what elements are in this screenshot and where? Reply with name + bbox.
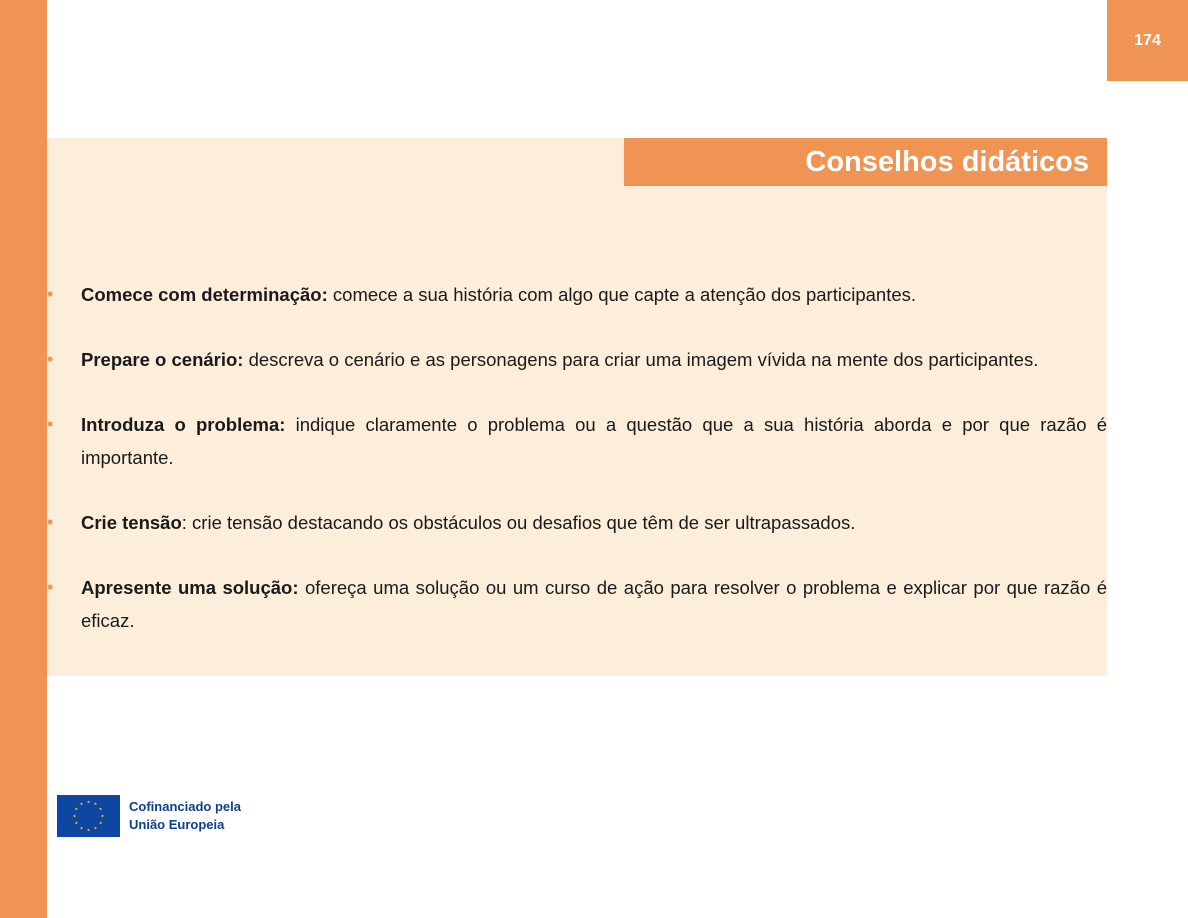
eu-cofunding-logo [57, 795, 241, 837]
tips-list [47, 278, 1107, 637]
tip-text: : crie tensão destacando os obstáculos ou desafios que têm de ser ultrapassados. [181, 512, 856, 533]
bullet-icon: • [47, 414, 54, 434]
eu-label-line-2: União Europeia [129, 817, 225, 832]
tip-text: descreva o cenário e as personagens para criar uma imagem vívida na mente dos participantes. [243, 349, 1039, 370]
bullet-icon: • [47, 577, 54, 597]
list-item [47, 506, 1107, 539]
eu-label [129, 798, 241, 834]
bullet-icon: • [47, 284, 54, 304]
bullet-icon: • [47, 349, 54, 369]
eu-flag-icon [57, 795, 120, 837]
bullet-icon: • [47, 512, 54, 532]
tip-term: Comece com determinação: [81, 284, 328, 305]
tip-term: Introduza o problema: [81, 414, 286, 435]
page-number: 174 [1107, 0, 1188, 81]
list-item [47, 278, 1107, 311]
tip-text: indique claramente o problema ou a questão que a sua história aborda e por que razão é importante. [81, 414, 1108, 468]
list-item [47, 343, 1107, 376]
list-item [47, 571, 1107, 637]
tip-term: Apresente uma solução: [81, 577, 299, 598]
left-accent-bar [0, 0, 47, 918]
tip-text: comece a sua história com algo que capte a atenção dos participantes. [327, 284, 917, 305]
page-title: Conselhos didáticos [624, 138, 1107, 186]
tip-text: ofereça uma solução ou um curso de ação para resolver o problema e explicar por que razão é eficaz. [81, 577, 1107, 631]
tip-term: Prepare o cenário: [81, 349, 244, 370]
eu-label-line-1: Cofinanciado pela [129, 799, 241, 814]
list-item [47, 408, 1107, 474]
tip-term: Crie tensão [81, 512, 182, 533]
